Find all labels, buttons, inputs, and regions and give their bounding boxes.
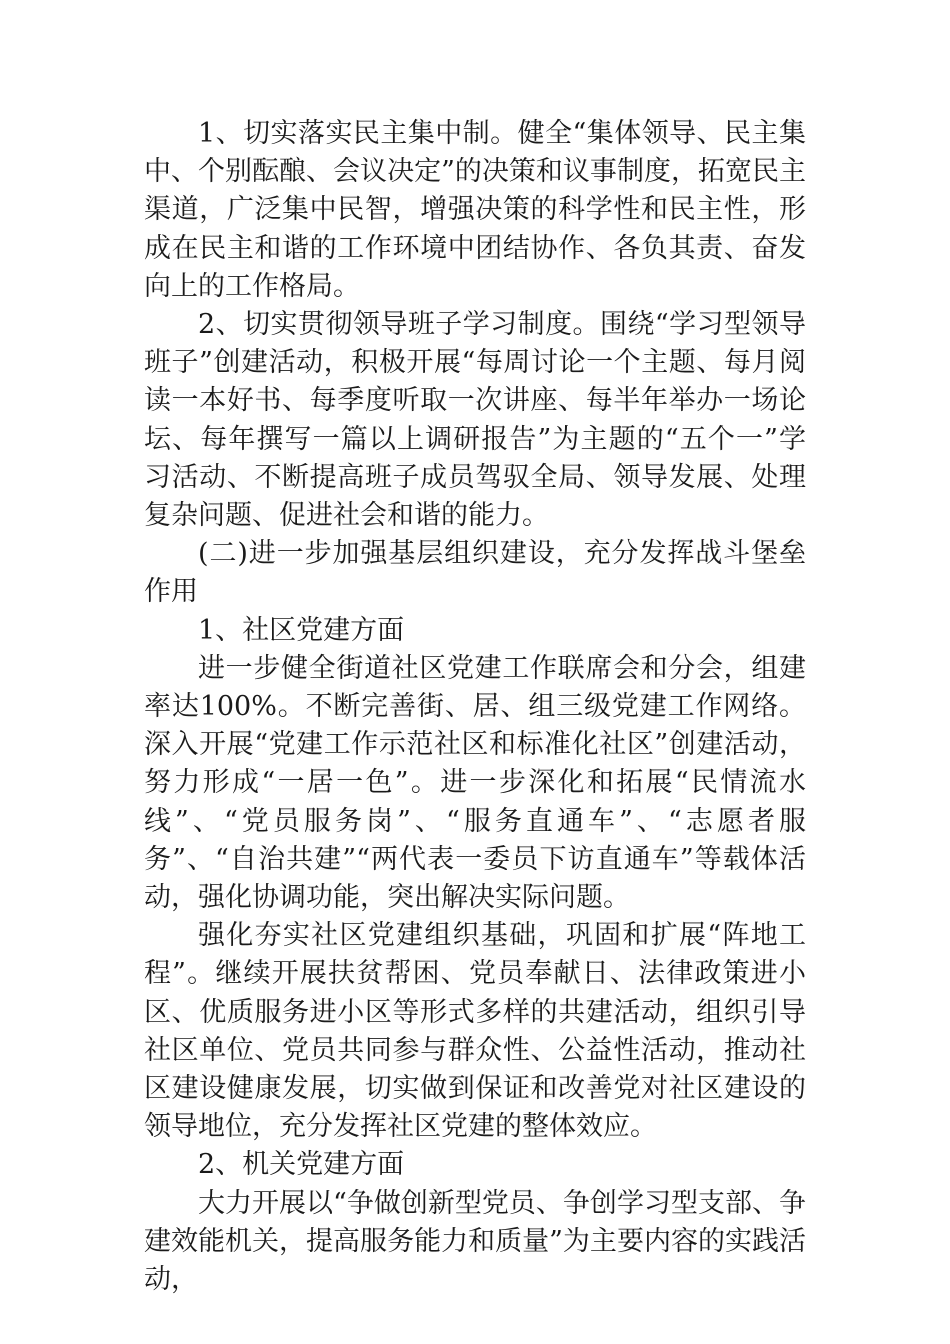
document-body	[144, 115, 806, 1299]
subheading-community-party: 1、社区党建方面	[198, 614, 405, 646]
subheading-agency-party: 2、机关党建方面	[198, 1149, 405, 1181]
paragraph-agency-activities: 大力开展以“争做创新型党员、争创学习型支部、争建效能机关，提高服务能力和质量”为主要内容的实践活动，	[144, 1187, 806, 1296]
section-heading-grassroots: (二)进一步加强基层组织建设，充分发挥战斗堡垒作用	[144, 538, 806, 608]
paragraph-democratic-centralism: 1、切实落实民主集中制。健全“集体领导、民主集中、个别酝酿、会议决定”的决策和议事制度，拓宽民主渠道，广泛集中民智，增强决策的科学性和民主性，形成在民主和谐的工作环境中团结协作、各负其责、奋发向上的工作格局。	[144, 118, 806, 302]
paragraph-community-network: 进一步健全街道社区党建工作联席会和分会，组建率达100%。不断完善街、居、组三级党建工作网络。深入开展“党建工作示范社区和标准化社区”创建活动，努力形成“一居一色”。进一步深化和拓展“民情流水线”、“党员服务岗”、“服务直通车”、“志愿者服务”、“自治共建”“两代表一委员下访直通车”等载体活动，强化协调功能，突出解决实际问题。	[144, 652, 806, 914]
paragraph-community-foundation: 强化夯实社区党建组织基础，巩固和扩展“阵地工程”。继续开展扶贫帮困、党员奉献日、法律政策进小区、优质服务进小区等形式多样的共建活动，组织引导社区单位、党员共同参与群众性、公益性活动，推动社区建设健康发展，切实做到保证和改善党对社区建设的领导地位，充分发挥社区党建的整体效应。	[144, 920, 806, 1143]
paragraph-study-system: 2、切实贯彻领导班子学习制度。围绕“学习型领导班子”创建活动，积极开展“每周讨论一个主题、每月阅读一本好书、每季度听取一次讲座、每半年举办一场论坛、每年撰写一篇以上调研报告”为主题的“五个一”学习活动、不断提高班子成员驾驭全局、领导发展、处理复杂问题、促进社会和谐的能力。	[144, 309, 806, 532]
